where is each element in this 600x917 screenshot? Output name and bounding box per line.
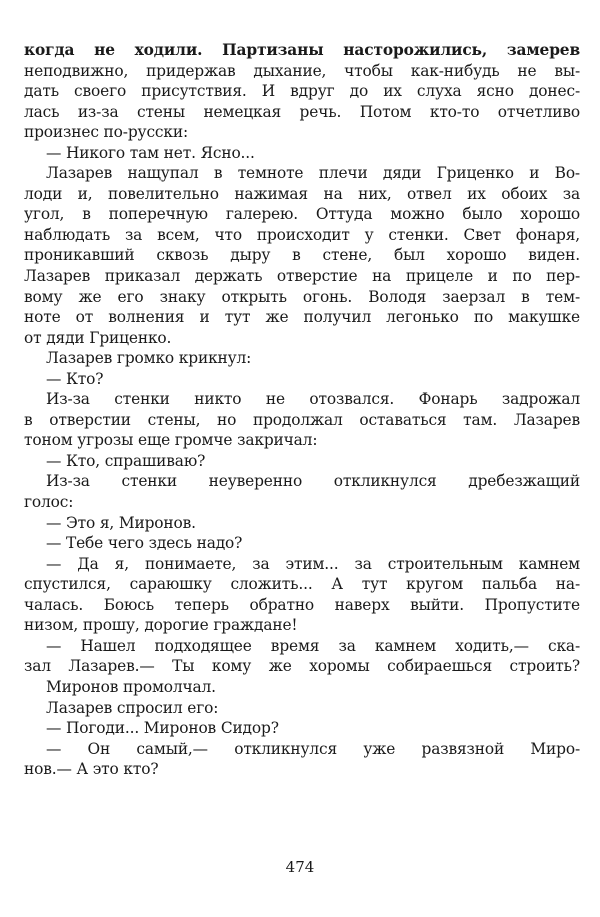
text-line: низом, прошу, дорогие граждане! [24,616,298,635]
text-line: — Кто? [46,369,104,388]
text-line: — Он самый,— откликнулся уже развязной Миро- [46,739,580,758]
text-line: Из-за стенки никто не отозвался. Фонарь задрожал [46,390,580,409]
text-line: неподвижно, придержав дыхание, чтобы как-нибудь не вы- [24,61,580,80]
text-line: чалась. Боюсь теперь обратно наверх выйти. Пропустите [24,595,580,614]
text-line: голос: [24,493,74,512]
text-line: Из-за стенки неуверенно откликнулся дребезжащий [46,472,580,491]
text-line: лась из-за стены немецкая речь. Потом кто-то отчетливо [24,102,580,121]
text-line: от дяди Гриценко. [24,328,172,347]
text-line: — Кто, спрашиваю? [46,451,206,470]
page-number: 474 [285,858,315,876]
text-line: когда не ходили. Партизаны насторожились, замерев [24,41,580,59]
text-line: угол, в поперечную галерею. Оттуда можно было хорошо [24,205,580,224]
text-line: вому же его знаку открыть огонь. Володя заерзал в тем- [24,287,580,306]
text-line: в отверстии стены, но продолжал оставаться там. Лазарев [24,410,580,429]
text-line: Лазарев спросил его: [46,698,219,717]
text-line: Лазарев приказал держать отверстие на прицеле и по пер- [24,267,580,286]
text-line: ноте от волнения и тут же получил легонько по макушке [24,308,580,327]
text-line: дать своего присутствия. И вдруг до их слуха ясно донес- [24,82,580,101]
text-line: спустился, сараюшку сложить... А тут кругом пальба на- [24,575,580,594]
text-line: лоди и, повелительно нажимая на них, отвел их обоих за [24,184,580,203]
text-line: Лазарев громко крикнул: [46,349,252,368]
text-line: — Да я, понимаете, за этим... за строительным камнем [46,554,580,573]
text-line: произнес по-русски: [24,123,188,142]
text-line: нов.— А это кто? [24,760,159,779]
page-body [24,40,580,780]
text-line: — Это я, Миронов. [46,513,196,532]
text-line: проникавший сквозь дыру в стене, был хорошо виден. [24,246,580,265]
text-line: зал Лазарев.— Ты кому же хоромы собираешься строить? [24,657,580,676]
text-line: тоном угрозы еще громче закричал: [24,431,318,450]
text-line: — Нашел подходящее время за камнем ходить,— ска- [46,636,580,655]
text-line: Миронов промолчал. [46,677,216,696]
text-line: — Никого там нет. Ясно... [46,143,255,162]
text-line: — Тебе чего здесь надо? [46,534,243,553]
text-line: Лазарев нащупал в темноте плечи дяди Гриценко и Во- [46,164,580,183]
text-line: — Погоди... Миронов Сидор? [46,719,279,738]
text-line: наблюдать за всем, что происходит у стенки. Свет фонаря, [24,225,580,244]
